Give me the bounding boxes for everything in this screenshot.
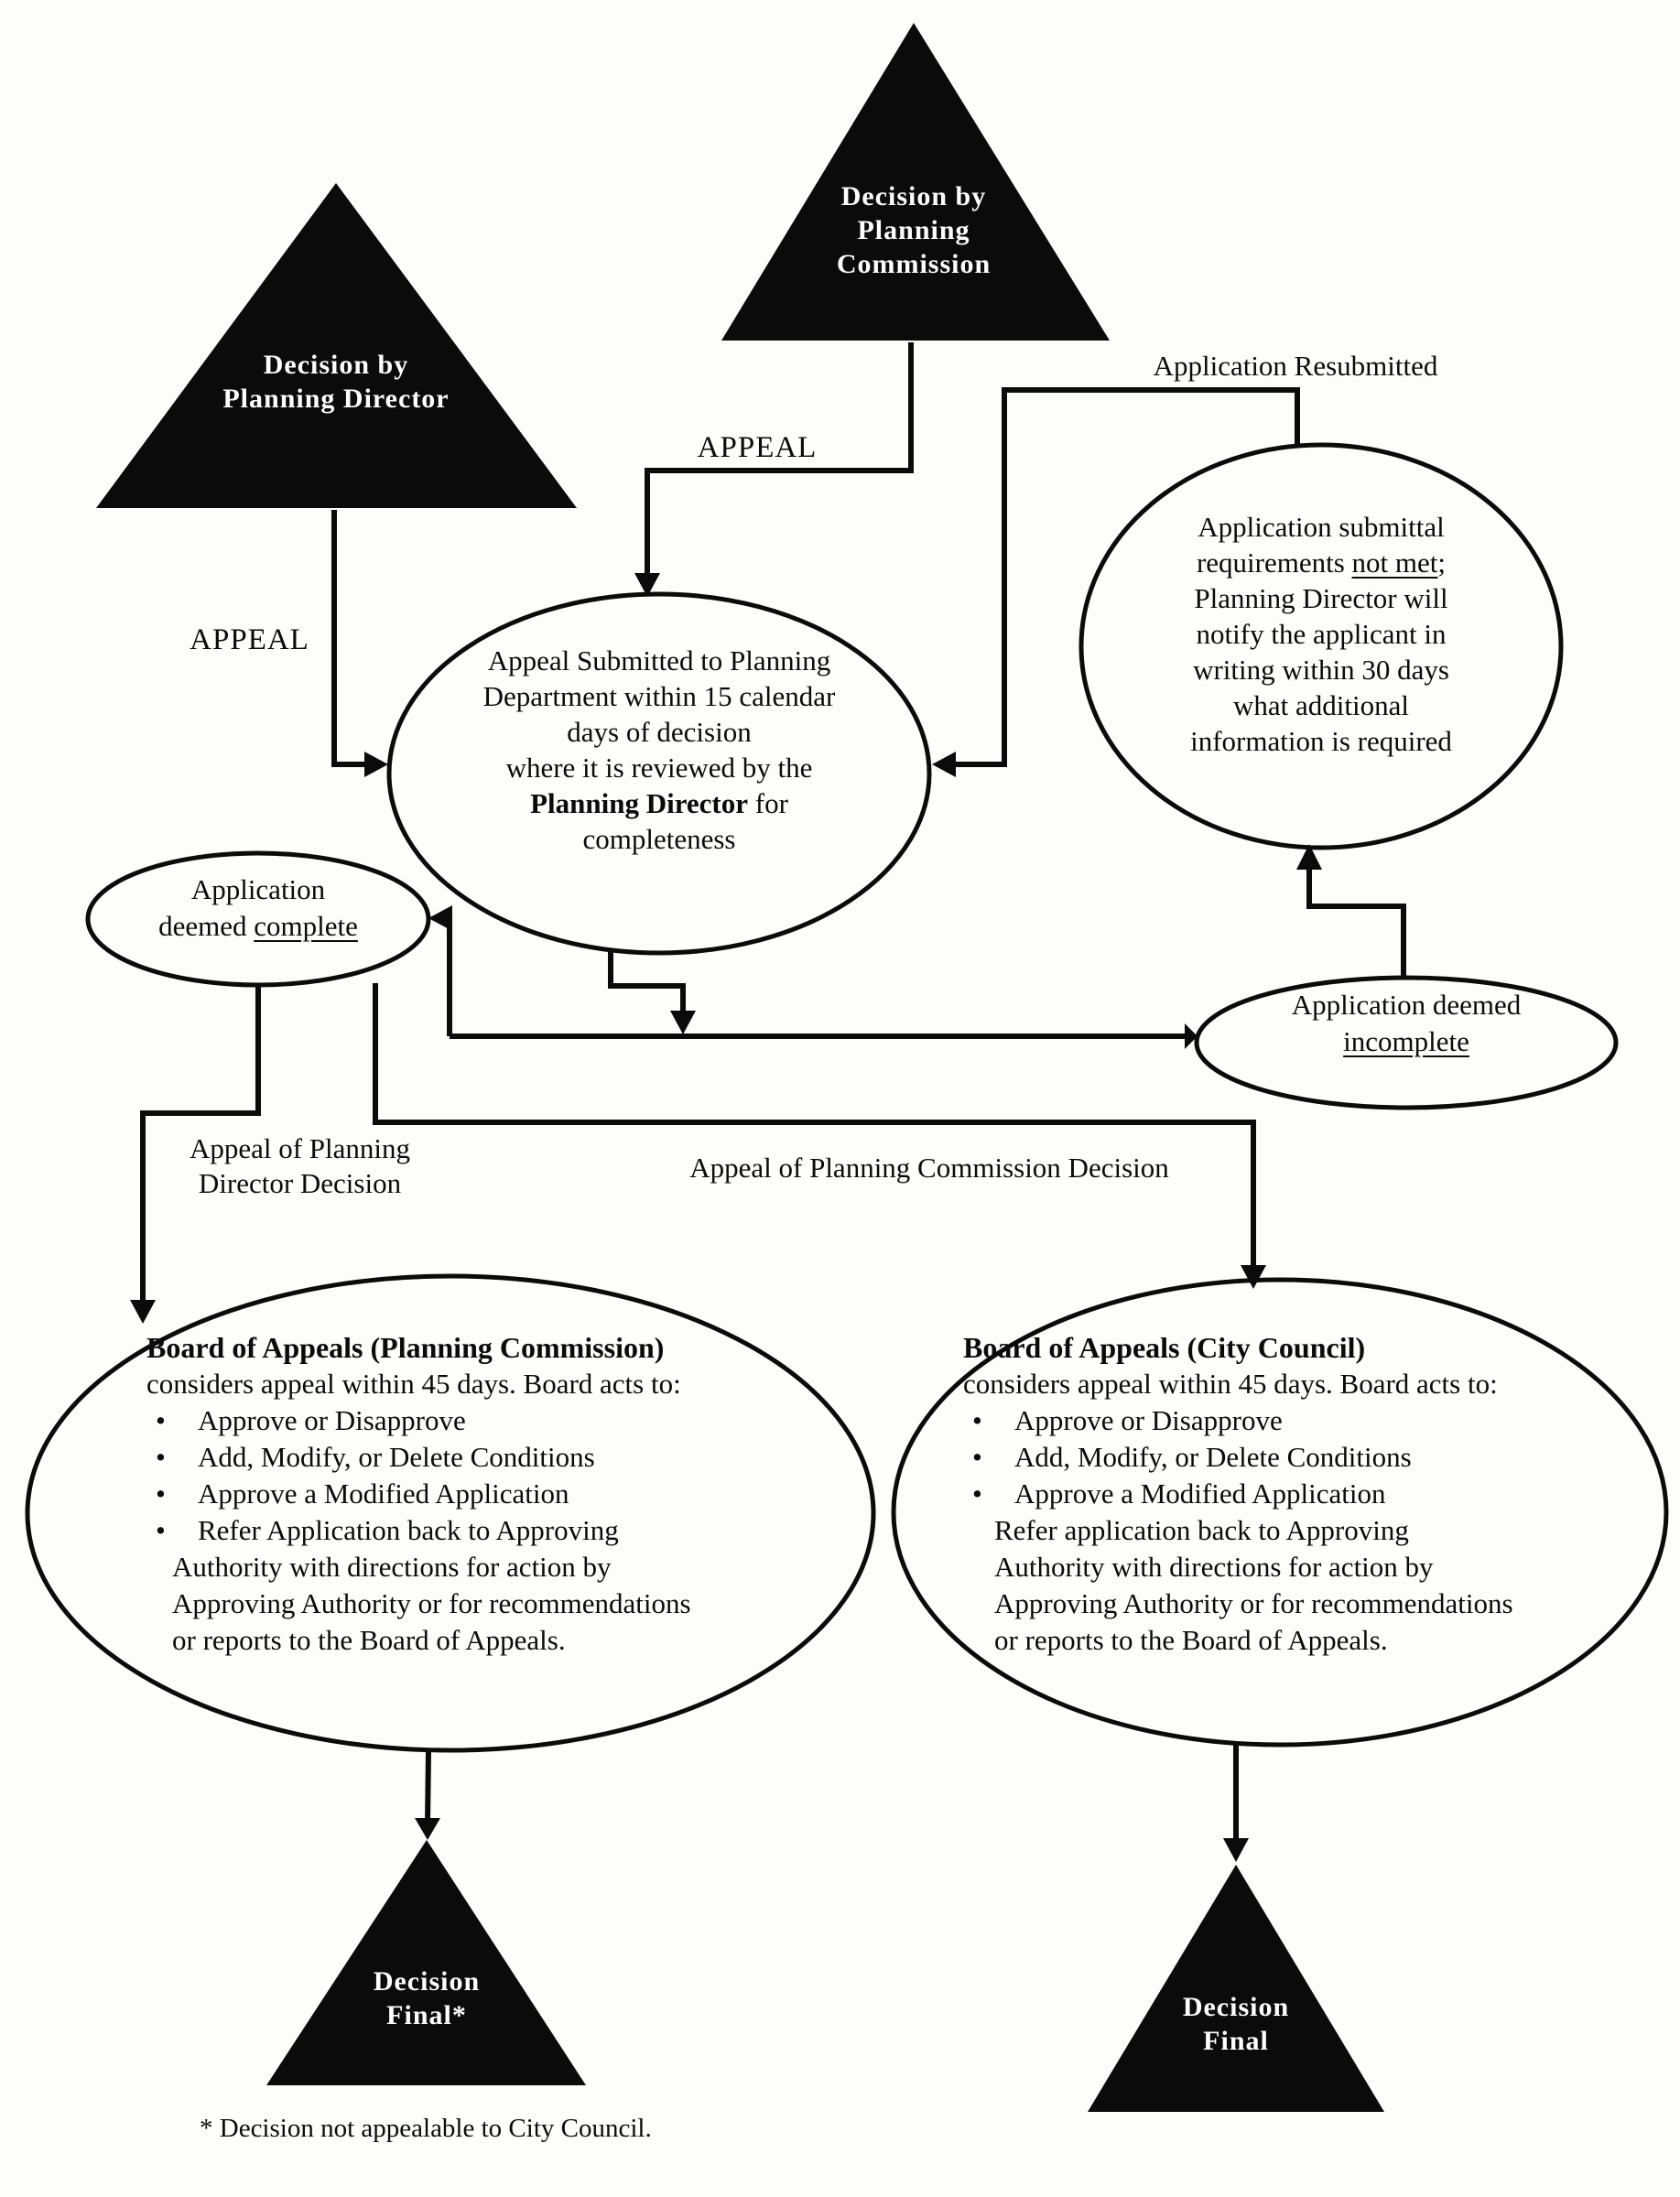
triangle-decision-by-planning-director <box>96 183 577 508</box>
node-line: writing within 30 days <box>1193 654 1449 686</box>
arrowhead-down-into-final-right <box>1223 1838 1249 1862</box>
underline-complete: complete <box>254 910 358 942</box>
board-bullet-item <box>146 1402 787 1439</box>
node-line: Application submittal <box>1198 511 1445 543</box>
label-appeal-commission-path: APPEAL <box>697 431 818 464</box>
node-line-pre: requirements <box>1196 547 1352 579</box>
label-line: Decision <box>1182 1992 1290 2022</box>
label-line: Decision <box>373 1966 481 1997</box>
node-line: Application deemed <box>1291 989 1522 1021</box>
node-text-board-city-council <box>963 1329 1604 1659</box>
node-line-pre: deemed <box>158 910 255 942</box>
label-line: Decision by <box>840 181 987 211</box>
node-line-post: ; <box>1437 547 1447 579</box>
board-item-text: Add, Modify, or Delete Conditions <box>1014 1441 1412 1473</box>
node-text-board-planning-commission <box>146 1329 787 1659</box>
board-continuation-line: Authority with directions for action by <box>172 1551 612 1583</box>
board-item-text: Approve a Modified Application <box>198 1477 569 1510</box>
board-item-text: Approve or Disapprove <box>198 1404 466 1436</box>
label-line: Appeal of Planning <box>189 1132 411 1164</box>
label-line: Planning Director <box>222 384 450 414</box>
underline-incomplete: incomplete <box>1343 1025 1469 1057</box>
label-application-resubmitted: Application Resubmitted <box>1153 350 1438 382</box>
bold-planning-director: Planning Director <box>530 787 749 819</box>
arrowhead-down-onto-outcome-line <box>670 1011 696 1034</box>
board-bullet-item <box>146 1439 787 1476</box>
triangle-decision-final-right <box>1088 1865 1384 2112</box>
label-line: Final <box>1203 2026 1269 2056</box>
node-line <box>1209 1023 1604 1060</box>
connector-director-appeal <box>334 510 364 764</box>
node-line <box>412 785 906 821</box>
board-bullet-item <box>146 1476 787 1512</box>
bullet-glyph: • <box>156 1404 166 1436</box>
board-bullet-item <box>963 1402 1604 1439</box>
node-line: notify the applicant in <box>1196 618 1447 650</box>
label-line: Commission <box>836 249 992 279</box>
bullet-glyph: • <box>156 1477 166 1510</box>
node-line-rest: for <box>748 787 788 819</box>
node-line <box>1106 545 1536 580</box>
arrowhead-down-into-board-left <box>130 1300 156 1324</box>
node-line: Appeal Submitted to Planning <box>487 644 831 676</box>
arrowhead-right-into-appeal-submitted <box>364 752 388 777</box>
label-appeal-of-director-decision <box>179 1131 421 1201</box>
board-item-text: Approve a Modified Application <box>1014 1477 1386 1510</box>
label-appeal-of-commission-decision: Appeal of Planning Commission Decision <box>689 1152 1169 1184</box>
arrowhead-down-into-board-right <box>1241 1265 1266 1289</box>
board-continuation-line: or reports to the Board of Appeals. <box>172 1624 566 1656</box>
board-continuation-line: Authority with directions for action by <box>994 1551 1434 1583</box>
board-title: Board of Appeals (Planning Commission) <box>146 1331 665 1364</box>
connector-appeal-of-commission-decision <box>375 983 1253 1272</box>
label-decision-final-left <box>303 1964 550 2032</box>
label-decision-by-planning-director <box>171 348 501 416</box>
node-line: information is required <box>1190 725 1452 757</box>
board-item-text: Approve or Disapprove <box>1014 1404 1283 1436</box>
footnote-decision-not-appealable: * Decision not appealable to City Council. <box>200 2114 652 2143</box>
label-line: Decision by <box>263 350 409 380</box>
label-line: Director Decision <box>198 1167 402 1199</box>
board-bullet-item <box>963 1476 1604 1512</box>
node-line: Planning Director will <box>1194 582 1448 614</box>
node-line <box>92 908 425 945</box>
node-text-deemed-incomplete <box>1209 987 1604 1060</box>
node-text-requirements-not-met <box>1106 509 1536 759</box>
triangle-decision-final-left <box>266 1840 586 2085</box>
label-line: Final* <box>386 2000 467 2030</box>
bullet-glyph: • <box>972 1441 982 1473</box>
board-continuation-line: Refer application back to Approving <box>994 1514 1409 1546</box>
board-continuation-line: Approving Authority or for recommendations <box>172 1587 691 1619</box>
node-line: Department within 15 calendar <box>482 680 836 712</box>
board-subtitle: considers appeal within 45 days. Board acts to: <box>146 1368 681 1400</box>
node-line: days of decision <box>567 716 752 748</box>
bullet-glyph: • <box>972 1477 982 1510</box>
board-bullet-item <box>146 1512 787 1549</box>
board-continuation-line: Approving Authority or for recommendations <box>994 1587 1513 1619</box>
node-line: where it is reviewed by the <box>505 752 813 784</box>
bullet-glyph: • <box>972 1404 982 1436</box>
bullet-glyph: • <box>156 1441 166 1473</box>
board-bullet-item <box>963 1439 1604 1476</box>
node-line: what additional <box>1233 689 1409 721</box>
underline-not-met: not met <box>1351 547 1438 579</box>
node-text-deemed-complete <box>92 871 425 945</box>
bullet-glyph: • <box>156 1514 166 1546</box>
arrowhead-down-into-final-left <box>415 1818 440 1840</box>
label-line: Planning <box>857 215 970 245</box>
node-text-appeal-submitted <box>412 643 906 857</box>
label-appeal-director-path: APPEAL <box>190 623 309 656</box>
connector-incomplete-to-notice <box>1309 864 1404 978</box>
label-decision-by-planning-commission <box>776 179 1051 281</box>
board-title: Board of Appeals (City Council) <box>963 1331 1366 1364</box>
label-decision-final-right <box>1112 1990 1360 2058</box>
arrowhead-left-into-appeal-submitted <box>932 752 956 777</box>
board-continuation-line: or reports to the Board of Appeals. <box>994 1624 1388 1656</box>
node-line: Application <box>190 873 326 905</box>
board-item-text: Refer Application back to Approving <box>198 1514 619 1546</box>
arrowhead-left-into-deemed-complete <box>428 905 452 931</box>
node-line: completeness <box>582 823 736 855</box>
connector-review-outcome <box>611 951 683 1018</box>
board-item-text: Add, Modify, or Delete Conditions <box>198 1441 595 1473</box>
board-subtitle: considers appeal within 45 days. Board acts to: <box>963 1368 1498 1400</box>
